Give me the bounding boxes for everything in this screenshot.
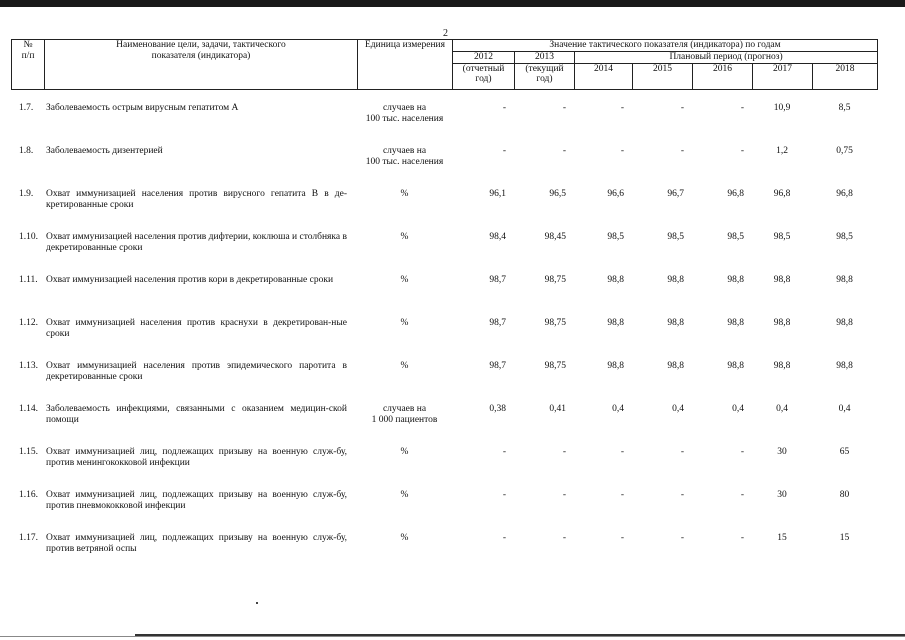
value-cell: - bbox=[740, 447, 744, 457]
value-cell: 98,4 bbox=[489, 232, 506, 242]
scan-bottom-edge bbox=[0, 636, 905, 637]
row-number: 1.17. bbox=[19, 533, 38, 543]
value-cell: 98,8 bbox=[836, 361, 853, 371]
value-cell: - bbox=[562, 146, 566, 156]
value-cell: - bbox=[502, 533, 506, 543]
value-cell: - bbox=[680, 447, 684, 457]
value-cell: - bbox=[680, 490, 684, 500]
value-cell: 0,4 bbox=[732, 404, 744, 414]
value-cell: 98,8 bbox=[727, 361, 744, 371]
value-cell: 98,8 bbox=[773, 361, 791, 371]
unit-of-measure: % bbox=[400, 275, 409, 285]
value-cell: 98,8 bbox=[607, 275, 624, 285]
value-cell: 98,8 bbox=[667, 361, 684, 371]
value-cell: 98,8 bbox=[727, 318, 744, 328]
year-note: (отчетный год) bbox=[453, 63, 514, 85]
value-cell: 98,75 bbox=[544, 318, 566, 328]
value-cell: 15 bbox=[839, 533, 850, 543]
value-cell: - bbox=[562, 103, 566, 113]
table-row bbox=[11, 318, 877, 361]
unit-of-measure: случаев на 100 тыс. населения bbox=[365, 103, 444, 124]
value-cell: 98,5 bbox=[836, 232, 853, 242]
table-row bbox=[11, 447, 877, 490]
value-cell: - bbox=[502, 490, 506, 500]
unit-of-measure: % bbox=[400, 447, 409, 457]
value-cell: - bbox=[562, 447, 566, 457]
value-cell: 0,4 bbox=[838, 404, 851, 414]
value-cell: 98,7 bbox=[489, 318, 506, 328]
value-cell: 98,8 bbox=[607, 361, 624, 371]
header-year-2012 bbox=[453, 52, 515, 90]
header-unit: Единица измерения bbox=[358, 40, 453, 90]
value-cell: 96,7 bbox=[667, 189, 684, 199]
value-cell: 96,1 bbox=[489, 189, 506, 199]
unit-of-measure: % bbox=[400, 533, 409, 543]
value-cell: 1,2 bbox=[776, 146, 788, 156]
value-cell: 0,4 bbox=[776, 404, 788, 414]
table-row bbox=[11, 275, 877, 318]
value-cell: 0,75 bbox=[836, 146, 853, 156]
table-header bbox=[11, 39, 878, 90]
header-year-2017: 2017 bbox=[753, 64, 813, 90]
table-row bbox=[11, 103, 877, 146]
value-cell: 98,7 bbox=[489, 361, 506, 371]
scan-top-border bbox=[0, 0, 905, 7]
value-cell: - bbox=[620, 146, 624, 156]
table-row bbox=[11, 146, 877, 189]
value-cell: 98,5 bbox=[607, 232, 624, 242]
value-cell: - bbox=[502, 146, 506, 156]
value-cell: 98,8 bbox=[667, 275, 684, 285]
row-number: 1.16. bbox=[19, 490, 38, 500]
value-cell: 65 bbox=[839, 447, 850, 457]
value-cell: 96,8 bbox=[727, 189, 744, 199]
page-number: 2 bbox=[443, 28, 448, 39]
value-cell: 96,8 bbox=[836, 189, 853, 199]
value-cell: 30 bbox=[777, 447, 787, 457]
value-cell: - bbox=[620, 103, 624, 113]
table-row bbox=[11, 404, 877, 447]
header-year-2014: 2014 bbox=[575, 64, 633, 90]
value-cell: - bbox=[680, 103, 684, 113]
value-cell: 98,45 bbox=[544, 232, 566, 242]
row-number: 1.11. bbox=[19, 275, 38, 285]
value-cell: - bbox=[620, 533, 624, 543]
indicator-name: Охват иммунизацией населения против кори в декретированные сроки bbox=[46, 275, 334, 285]
value-cell: - bbox=[740, 490, 744, 500]
header-num: № п/п bbox=[12, 40, 45, 90]
table-row bbox=[11, 361, 877, 404]
unit-of-measure: % bbox=[400, 318, 409, 328]
indicator-table bbox=[11, 103, 877, 576]
unit-of-measure: % bbox=[400, 232, 409, 242]
unit-of-measure: % bbox=[400, 189, 409, 199]
table-row bbox=[11, 189, 877, 232]
value-cell: - bbox=[740, 103, 744, 113]
row-number: 1.9. bbox=[19, 189, 34, 199]
value-cell: 8,5 bbox=[838, 103, 851, 113]
value-cell: 98,7 bbox=[489, 275, 506, 285]
value-cell: 98,8 bbox=[727, 275, 744, 285]
header-year-2015: 2015 bbox=[633, 64, 693, 90]
value-cell: - bbox=[562, 490, 566, 500]
value-cell: 98,8 bbox=[773, 275, 791, 285]
row-number: 1.12. bbox=[19, 318, 38, 328]
value-cell: 96,6 bbox=[607, 189, 624, 199]
header-year-2013 bbox=[515, 52, 575, 90]
row-number: 1.10. bbox=[19, 232, 38, 242]
value-cell: 15 bbox=[777, 533, 787, 543]
indicator-name: Охват иммунизацией лиц, подлежащих призыву на военную служ-бу, против пневмококковой инфекции bbox=[46, 490, 347, 511]
indicator-name: Охват иммунизацией населения против краснухи в декретирован-ные сроки bbox=[46, 318, 347, 339]
value-cell: 98,75 bbox=[544, 275, 566, 285]
row-number: 1.14. bbox=[19, 404, 38, 414]
value-cell: 0,41 bbox=[549, 404, 566, 414]
row-number: 1.15. bbox=[19, 447, 38, 457]
value-cell: - bbox=[502, 447, 506, 457]
header-planned: Плановый период (прогноз) bbox=[575, 52, 878, 64]
value-cell: - bbox=[740, 533, 744, 543]
year-note: (текущий год) bbox=[515, 63, 574, 85]
value-cell: 98,5 bbox=[667, 232, 684, 242]
indicator-name: Заболеваемость острым вирусным гепатитом А bbox=[46, 103, 239, 113]
value-cell: - bbox=[680, 146, 684, 156]
value-cell: 96,8 bbox=[773, 189, 791, 199]
value-cell: 0,4 bbox=[672, 404, 684, 414]
value-cell: 0,38 bbox=[489, 404, 506, 414]
value-cell: 98,5 bbox=[773, 232, 791, 242]
row-number: 1.7. bbox=[19, 103, 34, 113]
value-cell: 30 bbox=[777, 490, 787, 500]
row-number: 1.13. bbox=[19, 361, 38, 371]
unit-of-measure: % bbox=[400, 490, 409, 500]
indicator-name: Охват иммунизацией населения против вирусного гепатита В в де-кретированные сроки bbox=[46, 189, 347, 210]
scan-speck bbox=[256, 602, 258, 604]
indicator-name: Охват иммунизацией населения против эпидемического паротита в декретированные сроки bbox=[46, 361, 347, 382]
year-label: 2012 bbox=[474, 52, 493, 62]
value-cell: 98,75 bbox=[544, 361, 566, 371]
value-cell: - bbox=[740, 146, 744, 156]
unit-of-measure: случаев на 1 000 пациентов bbox=[371, 404, 438, 425]
value-cell: 98,8 bbox=[667, 318, 684, 328]
value-cell: 98,8 bbox=[836, 318, 853, 328]
value-cell: - bbox=[620, 447, 624, 457]
value-cell: - bbox=[562, 533, 566, 543]
indicator-name: Охват иммунизацией лиц, подлежащих призыву на военную служ-бу, против ветряной оспы bbox=[46, 533, 347, 554]
unit-of-measure: % bbox=[400, 361, 409, 371]
value-cell: - bbox=[680, 533, 684, 543]
year-label: 2013 bbox=[535, 52, 554, 62]
header-year-2016: 2016 bbox=[693, 64, 753, 90]
value-cell: 0,4 bbox=[612, 404, 624, 414]
header-year-2018: 2018 bbox=[813, 64, 878, 90]
header-values: Значение тактического показателя (индикатора) по годам bbox=[453, 40, 878, 52]
indicator-name: Охват иммунизацией населения против дифтерии, коклюша и столбняка в декретированные сроки bbox=[46, 232, 347, 253]
value-cell: 98,8 bbox=[607, 318, 624, 328]
indicator-name: Охват иммунизацией лиц, подлежащих призыву на военную служ-бу, против менингококковой инфекции bbox=[46, 447, 347, 468]
value-cell: - bbox=[502, 103, 506, 113]
value-cell: - bbox=[620, 490, 624, 500]
indicator-name: Заболеваемость инфекциями, связанными с оказанием медицин-ской помощи bbox=[46, 404, 347, 425]
table-row bbox=[11, 490, 877, 533]
value-cell: 10,9 bbox=[773, 103, 791, 113]
table-row bbox=[11, 533, 877, 576]
value-cell: 98,8 bbox=[773, 318, 791, 328]
value-cell: 98,5 bbox=[727, 232, 744, 242]
header-name: Наименование цели, задачи, тактического показателя (индикатора) bbox=[45, 40, 358, 90]
indicator-name: Заболеваемость дизентерией bbox=[46, 146, 163, 156]
unit-of-measure: случаев на 100 тыс. населения bbox=[365, 146, 444, 167]
row-number: 1.8. bbox=[19, 146, 34, 156]
value-cell: 98,8 bbox=[836, 275, 853, 285]
table-row bbox=[11, 232, 877, 275]
value-cell: 96,5 bbox=[549, 189, 566, 199]
value-cell: 80 bbox=[839, 490, 850, 500]
